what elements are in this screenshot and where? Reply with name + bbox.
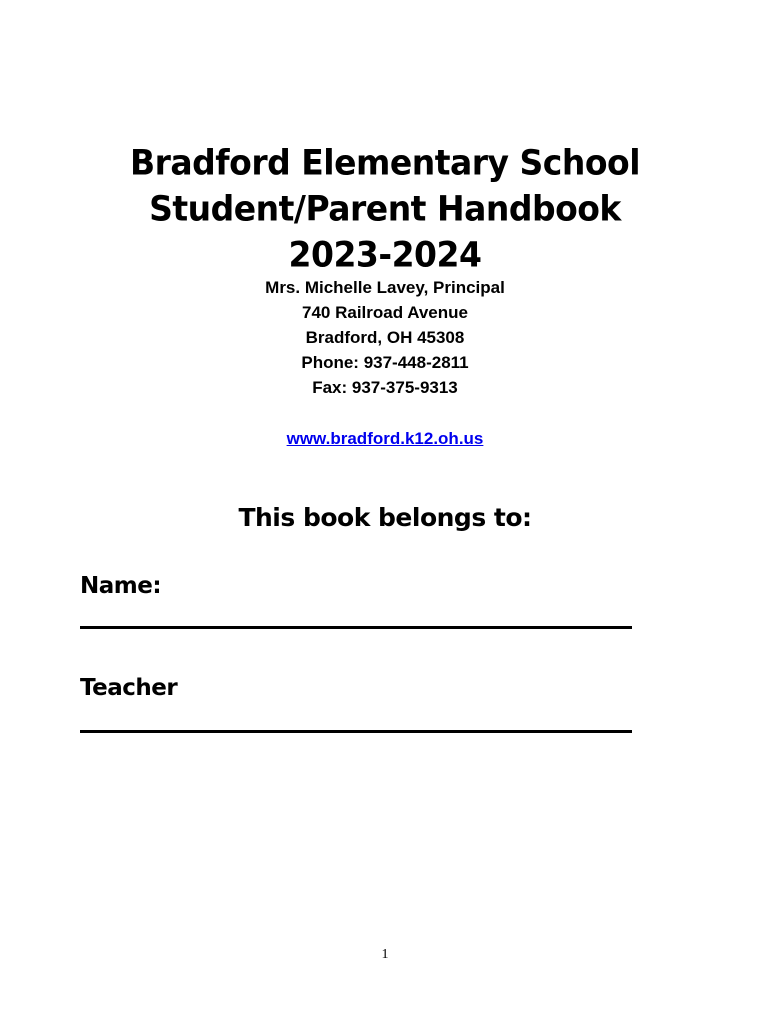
street-address: 740 Railroad Avenue	[302, 303, 468, 322]
phone-number: Phone: 937-448-2811	[301, 353, 469, 372]
belongs-to-heading: This book belongs to:	[238, 503, 532, 532]
school-year-title: 2023-2024	[288, 234, 482, 275]
principal-line: Mrs. Michelle Lavey, Principal	[265, 278, 505, 297]
contact-block	[0, 275, 770, 400]
fax-number: Fax: 937-375-9313	[312, 378, 458, 397]
title-block	[0, 140, 770, 278]
website-link[interactable]: www.bradford.k12.oh.us	[286, 429, 484, 448]
teacher-label: Teacher	[80, 675, 178, 701]
city-state-zip: Bradford, OH 45308	[305, 328, 465, 347]
page-number: 1	[381, 947, 389, 962]
name-label: Name:	[80, 573, 162, 599]
school-name-title: Bradford Elementary School	[129, 142, 641, 183]
name-fill-line	[80, 626, 632, 629]
teacher-fill-line	[80, 730, 632, 733]
handbook-title: Student/Parent Handbook	[149, 188, 621, 229]
website-line	[0, 426, 770, 451]
